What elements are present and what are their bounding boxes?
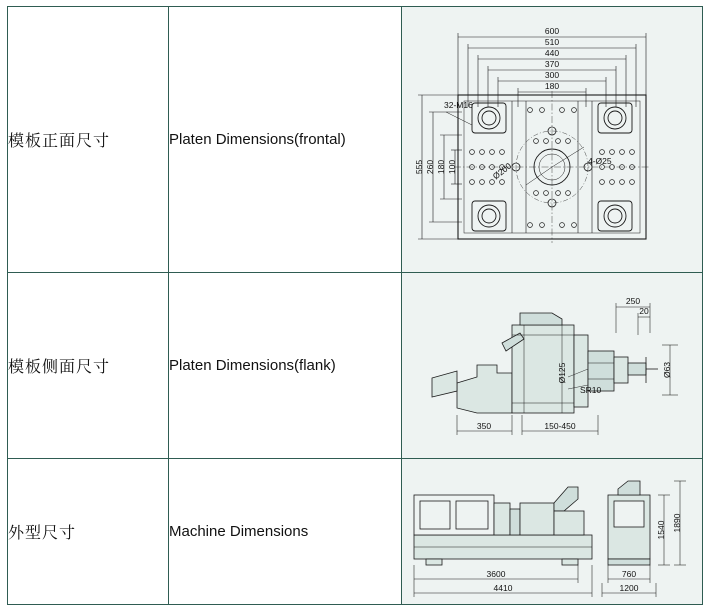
- platen-flank-svg: [402, 273, 702, 458]
- row-label-en: Machine Dimensions: [169, 459, 402, 605]
- row-label-en: Platen Dimensions(flank): [169, 273, 402, 459]
- svg-text:180: 180: [436, 159, 446, 175]
- svg-text:100: 100: [447, 159, 457, 175]
- figure-cell-platen-flank: [402, 273, 703, 459]
- row-label-cn: 模板正面尺寸: [8, 7, 169, 273]
- svg-text:300: 300: [544, 70, 560, 80]
- svg-text:180: 180: [544, 81, 560, 91]
- svg-text:4410: 4410: [493, 583, 513, 593]
- svg-text:32-M16: 32-M16: [444, 100, 473, 110]
- svg-text:555: 555: [414, 159, 424, 175]
- table-row: [8, 7, 703, 273]
- table-row: [8, 459, 703, 605]
- svg-text:760: 760: [621, 569, 637, 579]
- svg-text:1890: 1890: [672, 513, 682, 533]
- machine-dimensions-drawing: [402, 459, 702, 604]
- svg-text:350: 350: [476, 421, 492, 431]
- svg-text:260: 260: [425, 159, 435, 175]
- svg-text:3600: 3600: [486, 569, 506, 579]
- row-label-cn: 模板侧面尺寸: [8, 273, 169, 459]
- svg-text:370: 370: [544, 59, 560, 69]
- svg-text:20: 20: [639, 306, 649, 316]
- figure-cell-machine-dimensions: [402, 459, 703, 605]
- row-label-en: Platen Dimensions(frontal): [169, 7, 402, 273]
- svg-text:Ø125: Ø125: [557, 362, 567, 384]
- platen-frontal-svg: [402, 7, 702, 272]
- platen-frontal-drawing: [402, 7, 702, 272]
- svg-text:150-450: 150-450: [544, 421, 576, 431]
- svg-text:SR10: SR10: [580, 385, 602, 395]
- machine-dimensions-svg: [402, 459, 702, 604]
- specifications-table: [7, 6, 703, 605]
- platen-flank-drawing: [402, 273, 702, 458]
- svg-text:1540: 1540: [656, 520, 666, 540]
- figure-cell-platen-frontal: [402, 7, 703, 273]
- svg-text:600: 600: [544, 26, 560, 36]
- svg-text:440: 440: [544, 48, 560, 58]
- svg-text:510: 510: [544, 37, 560, 47]
- platen-frontal-dimension-labels: [414, 26, 612, 181]
- table-row: [8, 273, 703, 459]
- svg-text:Ø63: Ø63: [662, 361, 672, 379]
- svg-text:1200: 1200: [619, 583, 639, 593]
- svg-text:Ø200: Ø200: [490, 160, 514, 182]
- svg-text:250: 250: [625, 296, 641, 306]
- svg-text:4-Ø25: 4-Ø25: [588, 156, 612, 166]
- row-label-cn: 外型尺寸: [8, 459, 169, 605]
